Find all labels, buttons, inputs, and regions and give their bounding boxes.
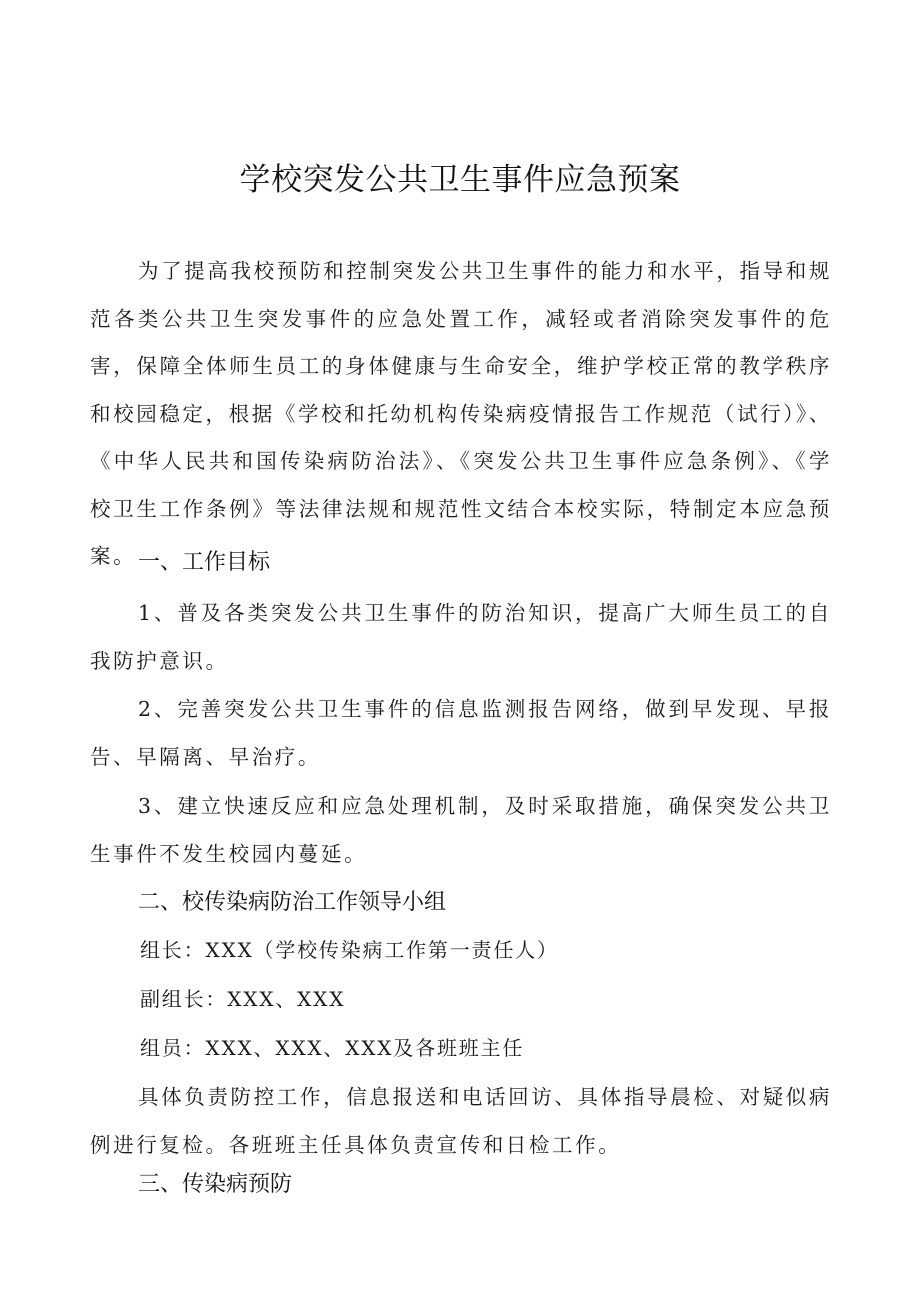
group-members-line: 组员：XXX、XXX、XXX及各班班主任	[140, 1036, 525, 1060]
section-1-item-3: 3、建立快速反应和应急处理机制，及时采取措施，确保突发公共卫生事件不发生校园内蔓延。	[90, 794, 832, 866]
document-title: 学校突发公共卫生事件应急预案	[239, 162, 681, 198]
section-3-heading: 三、传染病预防	[138, 1172, 293, 1197]
section-1-heading: 一、工作目标	[138, 550, 271, 575]
section-2-heading: 二、校传染病防治工作领导小组	[138, 890, 447, 915]
group-leader-line: 组长：XXX（学校传染病工作第一责任人）	[140, 938, 559, 962]
section-1-item-1: 1、普及各类突发公共卫生事件的防治知识，提高广大师生员工的自我防护意识。	[90, 601, 832, 673]
intro-paragraph: 为了提高我校预防和控制突发公共卫生事件的能力和水平，指导和规范各类公共卫生突发事件的应急处置工作，减轻或者消除突发事件的危害，保障全体师生员工的身体健康与生命安全，维护学校正常的教学秩序和校园稳定，根据《学校和托幼机构传染病疫情报告工作规范（试行）》、《中华人民共和国传染病防治法》、《突发公共卫生事件应急条例》、《学校卫生工作条例》等法律法规和规范性文结合本校实际，特制定本应急预案。	[90, 259, 832, 568]
section-1-item-2: 2、完善突发公共卫生事件的信息监测报告网络，做到早发现、早报告、早隔离、早治疗。	[90, 697, 832, 769]
group-deputy-line: 副组长：XXX、XXX	[140, 987, 346, 1011]
group-duties-paragraph: 具体负责防控工作，信息报送和电话回访、具体指导晨检、对疑似病例进行复检。各班班主任具体负责宣传和日检工作。	[90, 1085, 832, 1157]
